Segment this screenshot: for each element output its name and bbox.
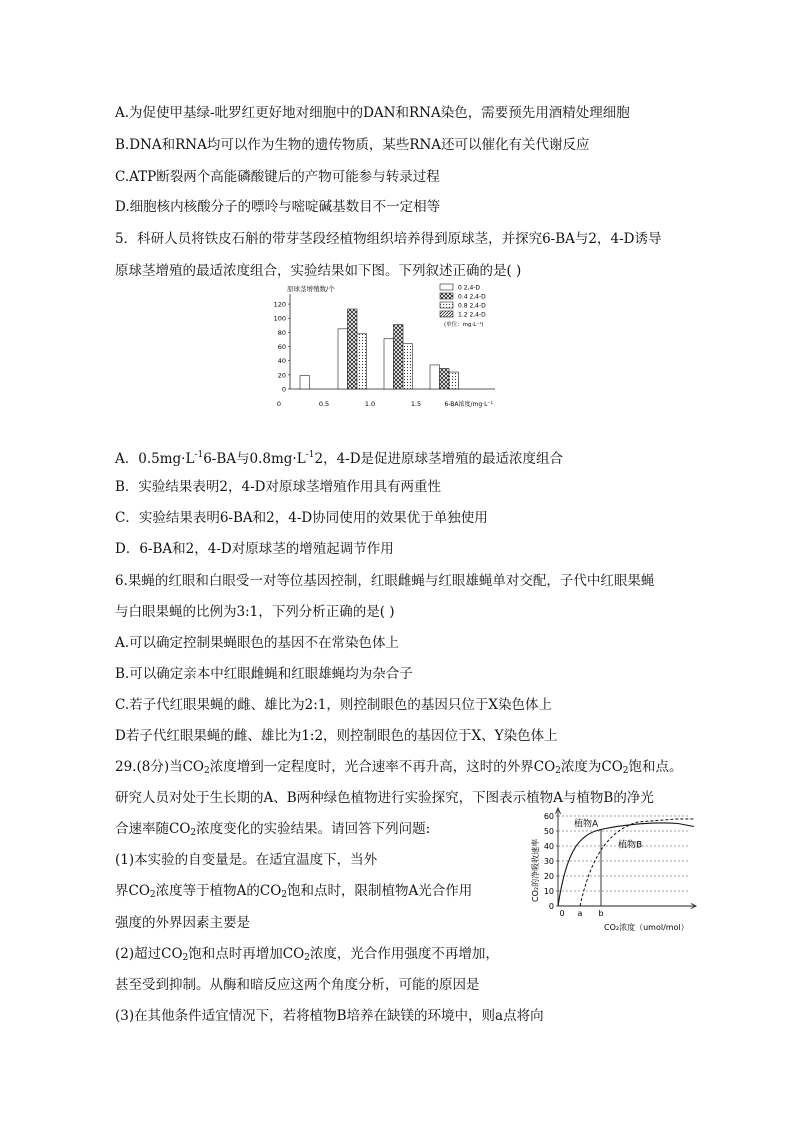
bar-y-tick-label: 60	[277, 343, 286, 352]
bar-x-tick-label: 1.5	[410, 400, 422, 408]
bar	[430, 365, 440, 389]
q29-t4: 饱和点。	[628, 759, 683, 775]
bar-y-tick-label: 40	[277, 357, 286, 366]
q5-option-b: B．实验结果表明2，4-D对原球茎增殖作用具有两重性	[115, 479, 441, 495]
curve-plant-a	[558, 823, 694, 906]
q29-p1-t1: 界CO	[115, 883, 150, 899]
bar	[394, 325, 404, 389]
q29-part1-line2	[115, 882, 472, 904]
q29-s3: 2	[622, 766, 629, 776]
line-y-tick-label: 60	[543, 812, 554, 821]
bar-chart	[262, 282, 524, 412]
q5-option-a-sup2: -1	[305, 450, 315, 460]
legend-swatch	[440, 284, 453, 290]
line-y-tick-label: 30	[543, 857, 554, 866]
bar	[449, 372, 459, 389]
label-plant-b: 植物B	[618, 840, 643, 851]
q29-stem-line1	[115, 758, 683, 780]
line-y-label: CO₂的净吸收速率	[531, 838, 540, 902]
bar-x-tick-label: 0	[276, 400, 282, 408]
q5-option-a-text2: 6-BA与0.8mg·L	[203, 451, 306, 467]
q29-part1-line1: (1)本实验的自变量是。在适宜温度下，当外	[115, 852, 378, 868]
q29-t1: 29.(8分)当CO	[115, 759, 204, 775]
label-plant-a: 植物A	[574, 819, 599, 830]
q29-part3-line1: (3)在其他条件适宜情况下，若将植物B培养在缺镁的环境中，则a点将向	[115, 1008, 544, 1024]
bar-y-tick-label: 0	[281, 385, 286, 394]
q29-p2-t3: 浓度，光合作用强度不再增加，	[309, 946, 499, 962]
bar	[338, 329, 348, 389]
legend-label: 0 2,4-D	[458, 284, 481, 292]
line-x-tick-label: 0	[559, 909, 565, 918]
q29-p1-t3: 饱和点时，限制植物A光合作用	[287, 883, 473, 899]
legend-note: (单位：mg·L⁻¹)	[444, 322, 484, 328]
line-y-tick-label: 20	[543, 872, 554, 881]
line-x-tick-label: b	[598, 909, 604, 918]
q5-option-a	[115, 446, 563, 468]
bar-y-tick-label: 80	[277, 328, 286, 337]
q29-part2-line2: 甚至受到抑制。从酶和暗反应这两个角度分析，可能的原因是	[115, 977, 480, 993]
q6-option-b: B.可以确定亲本中红眼雌蝇和红眼雄蝇均为杂合子	[115, 666, 413, 682]
bar-y-tick-label: 120	[273, 300, 286, 309]
q29-t2: 浓度增到一定程度时，光合速率不再升高，这时的外界CO	[209, 759, 556, 775]
q29-p2-t1: (2)超过CO	[115, 946, 183, 962]
q29-p2-s2: 2	[304, 953, 310, 963]
line-y-tick-label: 10	[543, 887, 554, 896]
bar	[348, 309, 358, 389]
q29-p1-s2: 2	[281, 890, 288, 900]
line-y-tick-label: 0	[548, 902, 554, 911]
q29-p2-t2: 饱和点时再增加CO	[188, 946, 305, 962]
q29-p1-t2: 浓度等于植物A的CO	[155, 883, 282, 899]
legend-label: 1.2 2,4-D	[458, 311, 486, 319]
q5-stem-line1: 5．科研人员将铁皮石斛的带芽茎段经植物组织培养得到原球茎，并探究6-BA与2，4-D诱导	[115, 231, 662, 247]
legend-label: 0.8 2,4-D	[458, 302, 486, 310]
curve-plant-b	[580, 819, 694, 906]
q5-stem-line2: 原球茎增殖的最适浓度组合，实验结果如下图。下列叙述正确的是( )	[115, 263, 522, 279]
q29-c3: 浓度变化的实验结果。请回答下列问题:	[196, 821, 431, 837]
q5-option-a-text3: 2，4-D是促进原球茎增殖的最适浓度组合	[314, 451, 564, 467]
q6-option-c: C.若子代红眼果蝇的雌、雄比为2:1，则控制眼色的基因只位于X染色体上	[115, 697, 552, 713]
q4-option-d: D.细胞核内核酸分子的嘌呤与嘧啶碱基数目不一定相等	[115, 199, 441, 215]
bar-y-label: 原球茎增殖数/个	[287, 285, 335, 293]
bar	[440, 368, 450, 389]
bar-x-label: 6-BA浓度/mg·L⁻¹	[444, 401, 493, 408]
q29-part2-line1	[115, 945, 499, 967]
q5-option-a-sup1: -1	[194, 450, 204, 460]
q6-option-d: D若子代红眼果蝇的雌、雄比为1:2，则控制眼色的基因位于X、Y染色体上	[115, 728, 558, 744]
q29-p1-s1: 2	[149, 890, 156, 900]
line-x-tick-label: a	[577, 909, 583, 918]
line-x-label: CO₂浓度（umol/mol）	[604, 923, 689, 932]
q4-option-b: B.DNA和RNA均可以作为生物的遗传物质，某些RNA还可以催化有关代谢反应	[115, 137, 590, 153]
line-chart	[528, 806, 700, 936]
legend-swatch	[440, 302, 453, 308]
q4-option-c: C.ATP断裂两个高能磷酸键后的产物可能参与转录过程	[115, 169, 440, 185]
q5-option-c: C．实验结果表明6-BA和2，4-D协同使用的效果优于单独使用	[115, 510, 488, 526]
bar	[384, 339, 394, 389]
line-y-tick-label: 40	[543, 842, 554, 851]
bar	[357, 334, 367, 389]
bar-y-tick-label: 20	[277, 371, 286, 380]
legend-swatch	[440, 311, 453, 317]
q6-option-a: A.可以确定控制果蝇眼色的基因不在常染色体上	[115, 635, 400, 651]
bar	[300, 376, 310, 389]
q6-stem-line1: 6.果蝇的红眼和白眼受一对等位基因控制，红眼雌蝇与红眼雄蝇单对交配，子代中红眼果蝇	[115, 573, 655, 589]
q29-part1-line3: 强度的外界因素主要是	[115, 915, 250, 931]
q6-stem-line2: 与白眼果蝇的比例为3:1，下列分析正确的是( )	[115, 604, 395, 620]
bar	[403, 344, 413, 389]
line-y-tick-label: 50	[543, 827, 554, 836]
bar-x-tick-label: 1.0	[364, 400, 376, 408]
q5-option-d: D．6-BA和2，4-D对原球茎的增殖起调节作用	[115, 541, 394, 557]
q29-s2: 2	[555, 766, 561, 776]
legend-swatch	[440, 293, 453, 299]
q5-option-a-text1: A．0.5mg·L	[115, 451, 195, 467]
q29-t3: 浓度为CO	[560, 759, 623, 775]
bar-y-tick-label: 100	[273, 314, 286, 323]
legend-label: 0.4 2,4-D	[458, 293, 486, 301]
q29-s1: 2	[204, 766, 210, 776]
bar-x-tick-label: 0.5	[318, 400, 330, 408]
q29-c2: 2	[190, 828, 197, 838]
q29-c1: 合速率随CO	[115, 821, 191, 837]
q29-p2-s1: 2	[182, 953, 189, 963]
q29-stem-line2: 研究人员对处于生长期的A、B两种绿色植物进行实验探究，下图表示植物A与植物B的净光	[115, 790, 654, 806]
q29-stem-line3	[115, 820, 430, 842]
q4-option-a: A.为促使甲基绿-吡罗红更好地对细胞中的DAN和RNA染色，需要预先用酒精处理细胞	[115, 105, 630, 121]
